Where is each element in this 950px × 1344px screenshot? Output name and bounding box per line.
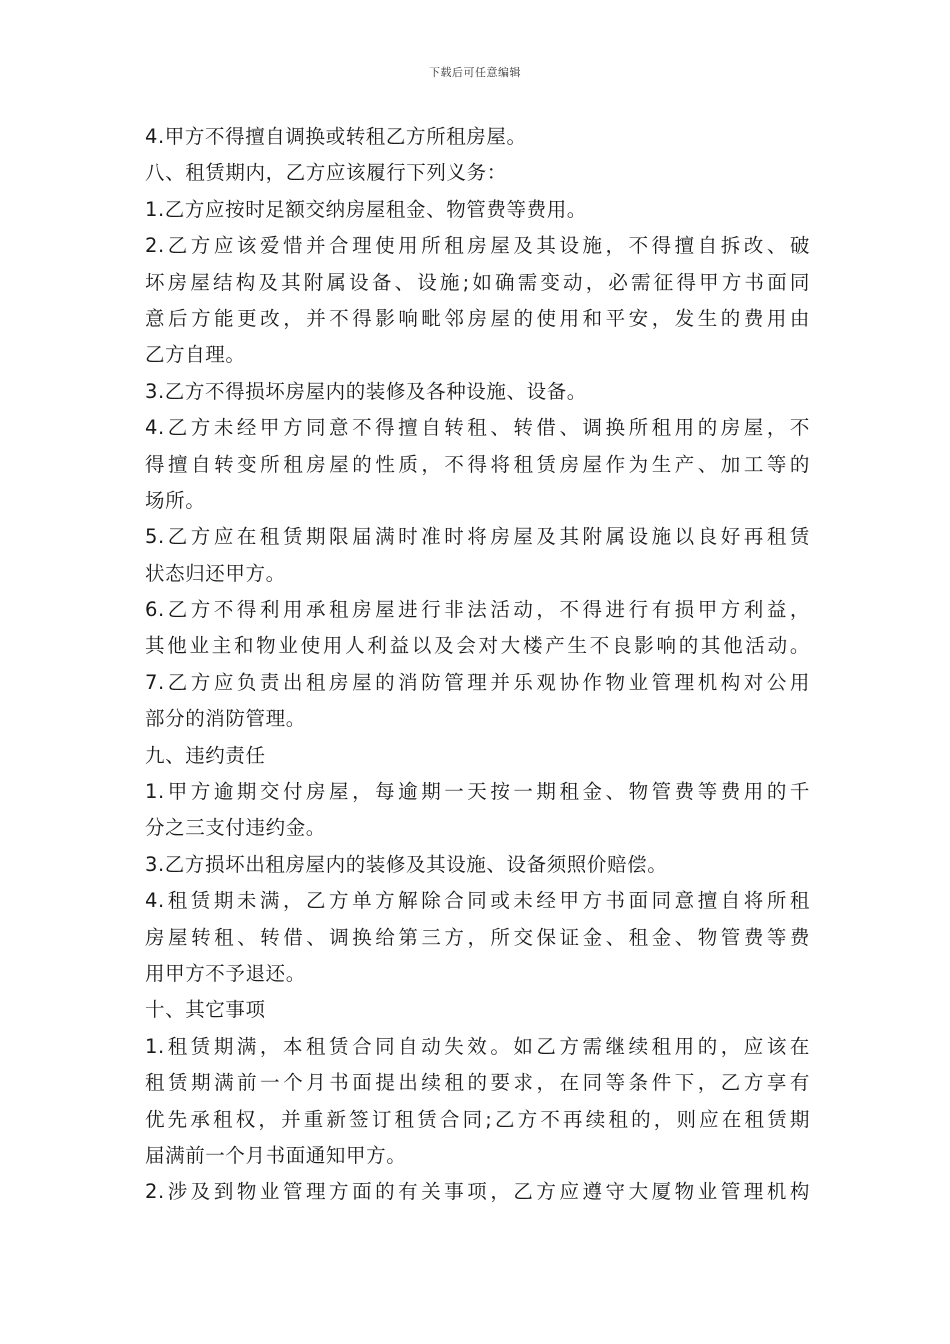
text-line: 得擅自转变所租房屋的性质，不得将租赁房屋作为生产、加工等的 [145,452,810,476]
text-line: 3.乙方损坏出租房屋内的装修及其设施、设备须照价赔偿。 [145,852,668,876]
text-line: 部分的消防管理。 [145,707,306,731]
text-line: 状态归还甲方。 [145,561,286,585]
text-line: 九、违约责任 [145,743,266,767]
text-line: 2.乙方应该爱惜并合理使用所租房屋及其设施，不得擅自拆改、破 [145,234,810,258]
text-line: 5.乙方应在租赁期限届满时准时将房屋及其附属设施以良好再租赁 [145,525,810,549]
text-line: 6.乙方不得利用承租房屋进行非法活动，不得进行有损甲方利益， [145,598,810,622]
text-line: 4.租赁期未满，乙方单方解除合同或未经甲方书面同意擅自将所租 [145,889,810,913]
text-line: 其他业主和物业使用人利益以及会对大楼产生不良影响的其他活动。 [145,634,810,658]
document-body [145,119,810,1211]
text-line: 1.乙方应按时足额交纳房屋租金、物管费等费用。 [145,197,587,221]
text-line: 场所。 [145,488,206,512]
text-line: 4.乙方未经甲方同意不得擅自转租、转借、调换所租用的房屋，不 [145,416,810,440]
text-line: 意后方能更改，并不得影响毗邻房屋的使用和平安，发生的费用由 [145,306,810,330]
text-line: 3.乙方不得损坏房屋内的装修及各种设施、设备。 [145,379,587,403]
text-line: 2.涉及到物业管理方面的有关事项，乙方应遵守大厦物业管理机构 [145,1180,810,1204]
text-line: 乙方自理。 [145,343,246,367]
text-line: 用甲方不予退还。 [145,961,306,985]
text-line: 八、租赁期内，乙方应该履行下列义务： [145,161,507,185]
text-line: 4.甲方不得擅自调换或转租乙方所租房屋。 [145,125,527,148]
text-line: 房屋转租、转借、调换给第三方，所交保证金、租金、物管费等费 [145,925,810,949]
text-line: 1.租赁期满，本租赁合同自动失效。如乙方需继续租用的，应该在 [145,1034,810,1058]
text-line: 7.乙方应负责出租房屋的消防管理并乐观协作物业管理机构对公用 [145,670,810,694]
text-line: 十、其它事项 [145,998,266,1022]
text-line: 分之三支付违约金。 [145,816,326,840]
text-line: 租赁期满前一个月书面提出续租的要求，在同等条件下，乙方享有 [145,1071,810,1095]
text-line: 坏房屋结构及其附属设备、设施;如确需变动，必需征得甲方书面同 [145,270,810,294]
page-header-note: 下载后可任意编辑 [429,66,521,79]
text-line: 优先承租权，并重新签订租赁合同;乙方不再续租的，则应在租赁期 [145,1107,810,1131]
text-line: 1.甲方逾期交付房屋，每逾期一天按一期租金、物管费等费用的千 [145,780,810,804]
text-line: 届满前一个月书面通知甲方。 [145,1143,407,1167]
